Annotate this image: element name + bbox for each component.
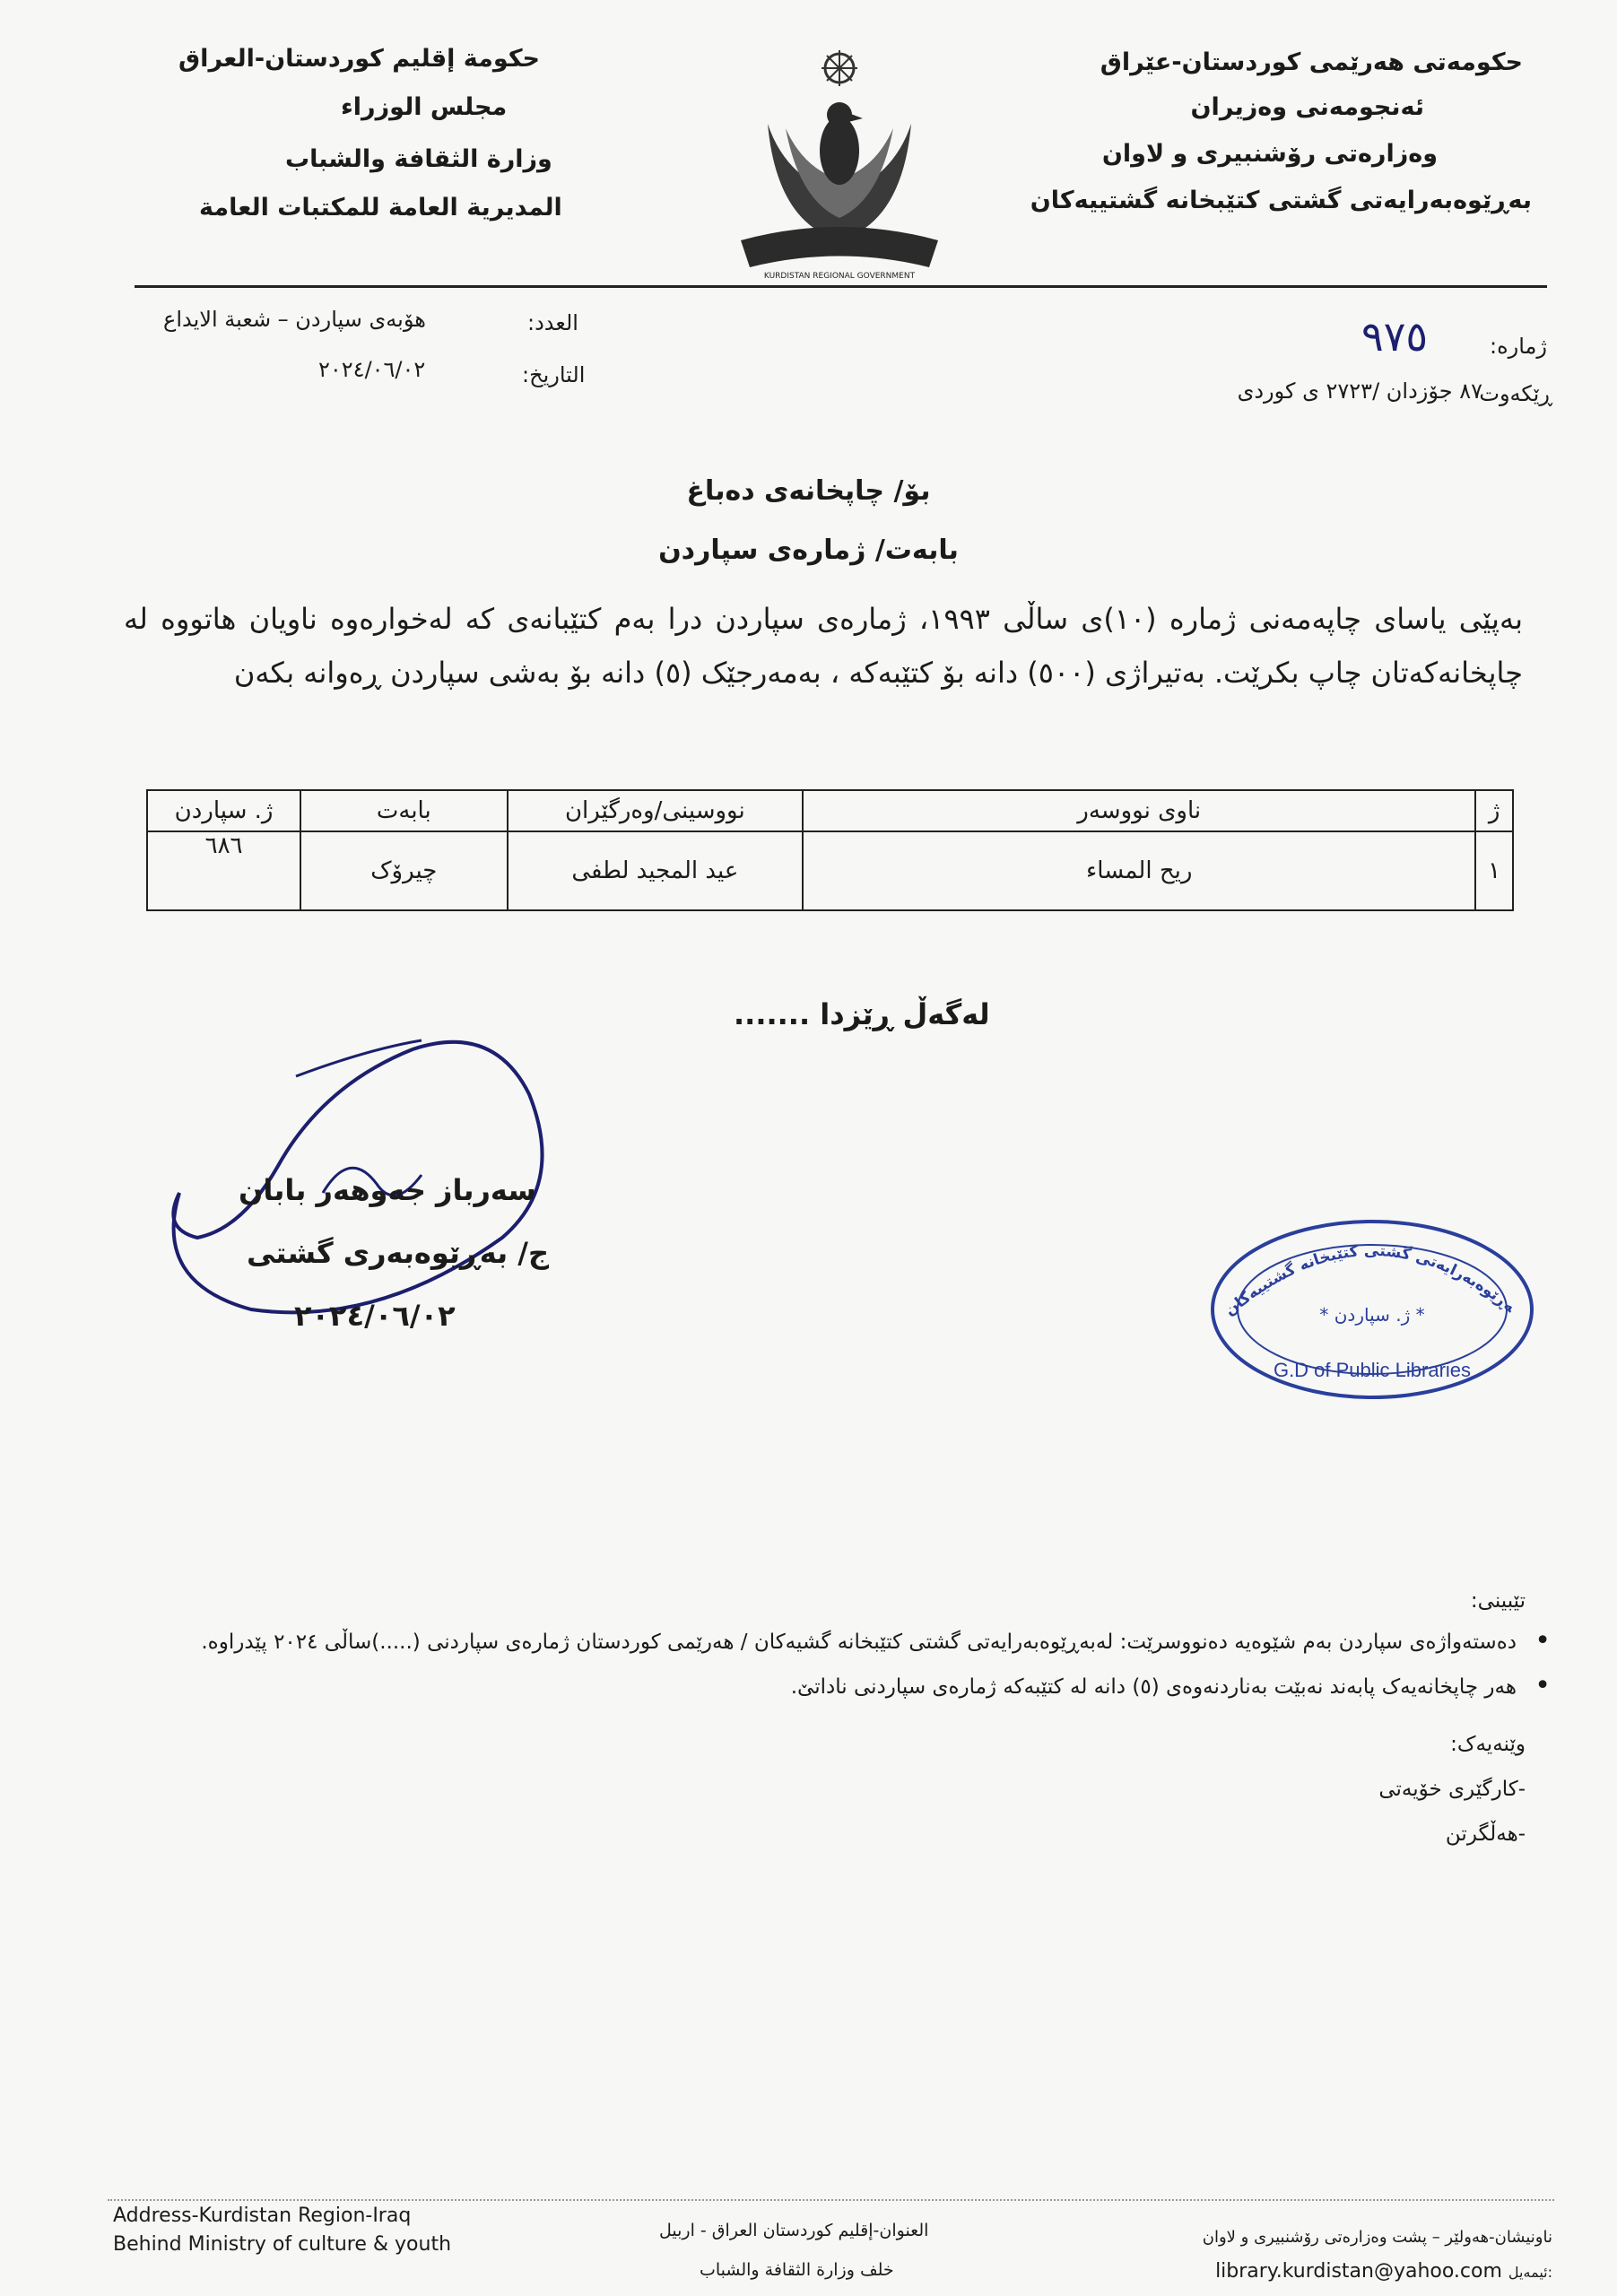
number-value-handwritten: ٩٧٥ [1361, 312, 1429, 361]
table-header-row [147, 790, 1513, 831]
letter-body: بەپێی یاسای چاپەمەنی ژمارە (١٠)ی ساڵی ١٩٩٣، ژمارەی سپاردن درا بەم کتێبانەی کە لەخوارەوە ناویان هاتووە لە چاپخانەکەتان چاپ بکرێت. بەتیراژی (٥٠٠) دانە بۆ کتێبەکە ، بەمەرجێک (٥) دانە بۆ بەشی سپاردن ڕەوانە بکەن [124, 602, 1523, 690]
stamp-middle-text: * ژ. سپاردن * [1319, 1304, 1425, 1326]
header-kurdish-line-1: حکومەتی هەرێمی کوردستان-عێراق [1100, 48, 1523, 76]
col-header-no: ژ [1475, 790, 1513, 831]
official-stamp [1206, 1215, 1538, 1404]
signer-name: سەرباز جەوهەر بابان [239, 1173, 536, 1207]
footer-email-row [1215, 2260, 1552, 2283]
footer-address-ar-line-1: العنوان-إقليم كوردستان العراق - اربيل [659, 2221, 929, 2240]
bullet-icon: • [1534, 1670, 1551, 1701]
arabic-date-label: التاريخ: [522, 362, 586, 387]
copy-item-2: -هەڵگرتن [1445, 1822, 1526, 1846]
footer-email-label: ئیمەیل: [1508, 2264, 1552, 2281]
arabic-date-value: ٢٠٢٤/٠٦/٠٢ [318, 357, 426, 382]
date-value: ٨٧ جۆزدان /٢٧٢٣ ی کوردی [1237, 378, 1482, 404]
header-arabic-line-4: المديرية العامة للمكتبات العامة [199, 194, 562, 222]
footer-divider [108, 2199, 1554, 2202]
footer-email-value[interactable]: library.kurdistan@yahoo.com [1215, 2260, 1502, 2283]
header-arabic-line-3: وزارة الثقافة والشباب [285, 145, 552, 173]
header-kurdish-line-4: بەڕێوەبەرایەتی گشتی کتێبخانە گشتییەکان [1030, 187, 1532, 214]
krg-emblem-logo [714, 43, 965, 294]
signature-date: ٢٠٢٤/٠٦/٠٢ [294, 1299, 456, 1333]
header-kurdish-line-3: وەزارەتی رۆشنبیری و لاوان [1101, 140, 1438, 168]
col-header-name: ناوی نووسەر [803, 790, 1475, 831]
copy-item-1: -کارگێری خۆیەتی [1378, 1778, 1526, 1801]
note-item-1 [201, 1625, 1551, 1657]
bullet-icon: • [1534, 1625, 1551, 1657]
footer-address-ku-line-1: ناونیشان-هەولێر – پشت وەزارەتی رۆشنبیری و لاوان [1202, 2228, 1552, 2247]
notes-title: تێبینی: [1470, 1589, 1526, 1613]
col-header-author: نووسینی/وەرگێران [508, 790, 804, 831]
cell-deposit: ٦٨٦ [147, 831, 300, 910]
footer-address-ar-line-2: خلف وزارة الثقافة والشباب [700, 2260, 894, 2280]
arabic-number-value: هۆبەی سپاردن – شعبة الايداع [163, 307, 426, 332]
cell-topic: چیرۆک [300, 831, 507, 910]
header-divider [135, 285, 1547, 288]
cell-no: ١ [1475, 831, 1513, 910]
copy-label: وێنەیەک: [1450, 1733, 1526, 1756]
cell-author: عيد المجيد لطفی [508, 831, 804, 910]
header-arabic-line-2: مجلس الوزراء [341, 93, 508, 121]
header-kurdish-line-2: ئەنجومەنی وەزیران [1190, 93, 1424, 121]
table-row [147, 831, 1513, 910]
col-header-topic: بابەت [300, 790, 507, 831]
footer-address-en-line-1: Address-Kurdistan Region-Iraq [113, 2205, 412, 2227]
emblem-caption: KURDISTAN REGIONAL GOVERNMENT [763, 272, 916, 281]
signer-title: ج/ بەڕێوەبەری گشتی [247, 1236, 549, 1270]
stamp-bottom-text: G.D of Public Libraries [1273, 1359, 1472, 1381]
header-arabic-line-1: حكومة إقليم كوردستان-العراق [178, 45, 540, 73]
cell-name: ريح المساء [803, 831, 1475, 910]
note-item-2 [790, 1670, 1551, 1701]
footer-address-en-line-2: Behind Ministry of culture & youth [113, 2233, 452, 2256]
closing-regards: لەگەڵ ڕێزدا ....... [734, 997, 990, 1031]
letter-subject: بابەت/ ژمارەی سپاردن [658, 535, 959, 566]
date-label: ڕێکەوت [1479, 381, 1552, 406]
arabic-number-label: العدد: [527, 310, 578, 335]
letter-to: بۆ/ چاپخانەی دەباغ [686, 475, 931, 507]
stamp-arc-text: ەڕێوەبەرایەتی گشتی کتێبخانە گشتییەکان [1221, 1241, 1519, 1320]
deposit-table [146, 789, 1514, 911]
number-label: ژمارە: [1489, 334, 1547, 359]
note-item-1-text: دەستەواژەی سپاردن بەم شێوەیە دەنووسرێت: لەبەڕێوەبەرایەتی گشتی کتێبخانە گشیەکان / هەرێمی کوردستان ژمارەی سپاردنی (.....)ساڵی ٢٠٢٤ پێدراوە. [201, 1631, 1517, 1654]
col-header-deposit: ژ. سپاردن [147, 790, 300, 831]
note-item-2-text: هەر چاپخانەیەک پابەند نەبێت بەناردنەوەی (٥) دانە لە کتێبەکە ژمارەی سپاردنی ناداتێ. [790, 1675, 1517, 1699]
